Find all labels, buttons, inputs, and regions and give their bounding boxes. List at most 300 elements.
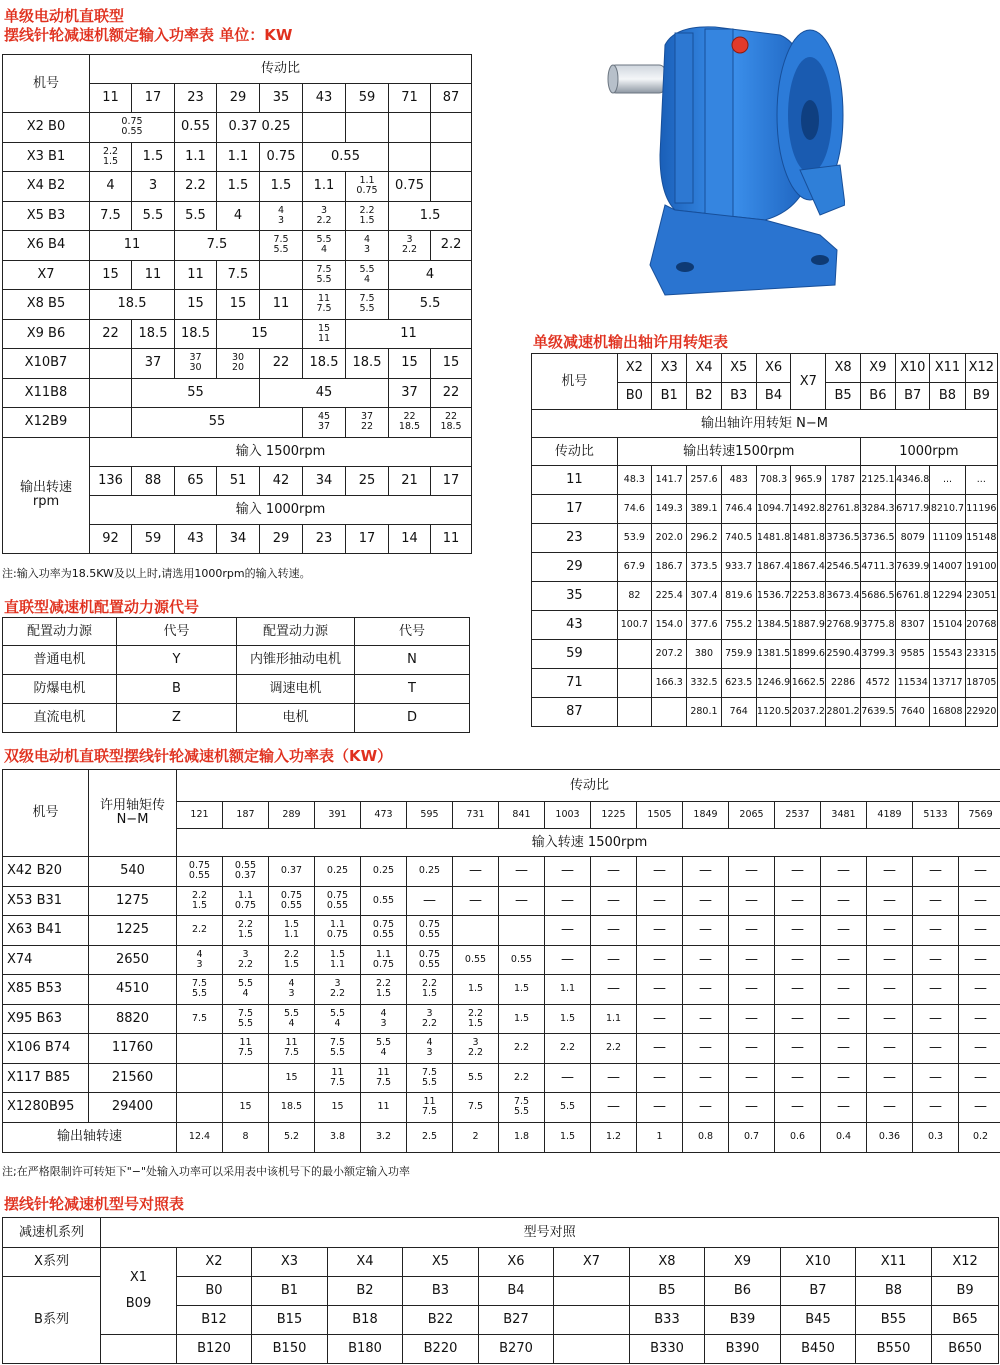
ratio-value: 5133 [913,802,959,829]
torque-value: 746.4 [721,495,756,524]
torque-value: 29400 [89,1093,177,1123]
table5-title: 摆线针轮减速机型号对照表 [4,1195,185,1213]
torque-value: 2768.9 [826,611,860,640]
torque-value: 100.7 [617,611,651,640]
model-name: B0 [617,383,651,410]
ratio-value: 3481 [821,802,867,829]
torque-value: 15543 [930,640,965,669]
power-value: — [775,1093,821,1123]
ratio-value: 595 [407,802,453,829]
torque-value: 2546.5 [826,553,860,582]
torque-value: 3799.3 [860,640,895,669]
b-series-label: B系列 [3,1277,101,1364]
output-speed-value: 2 [453,1122,499,1152]
power-value: 2.2 1.5 [177,886,223,916]
speed-value: 21 [389,466,431,495]
model-code: B270 [479,1335,554,1364]
torque-value: 4510 [89,975,177,1005]
torque-value: 1246.9 [756,669,790,698]
torque-value: 2253.8 [791,582,826,611]
ratio-value: 23 [175,84,217,113]
torque-value: 755.2 [721,611,756,640]
power-value: 5.5 4 [346,260,389,290]
power-value: 5.5 [453,1063,499,1093]
power-value: — [683,1034,729,1064]
table-row [532,698,998,727]
code-cell: D [355,704,470,733]
model-code: X3 [252,1248,328,1277]
power-value: 1.5 [499,975,545,1005]
power-value: 3 2.2 [315,975,361,1005]
torque-value: 202.0 [652,524,687,553]
compare-header: 型号对照 [101,1218,999,1248]
torque-value: ... [965,466,997,495]
model-name: X7 [791,354,826,410]
speed-value: 59 [132,524,175,553]
power-value: — [683,945,729,975]
column-header: 代号 [355,618,470,646]
torque-value: 11534 [896,669,930,698]
model-name: X10 [896,354,930,383]
code-cell: Y [117,646,237,675]
power-value [431,172,472,202]
power-value: 11 [361,1093,407,1123]
power-value: — [775,916,821,946]
torque-value: 3284.3 [860,495,895,524]
power-value: — [821,1034,867,1064]
power-value: 2.2 1.5 [223,916,269,946]
table-row [3,55,472,84]
torque-value: 6761.8 [896,582,930,611]
torque-value: 20768 [965,611,997,640]
power-value: 0.55 [361,886,407,916]
power-value: 22 18.5 [431,408,472,438]
code-cell: N [355,646,470,675]
torque-value: 3736.5 [860,524,895,553]
power-value: — [729,886,775,916]
ratio-value: 17 [132,84,175,113]
torque-value: 1887.9 [791,611,826,640]
torque-value: 2590.4 [826,640,860,669]
model-name: X2 B0 [3,113,90,143]
table-row [3,770,1000,802]
power-value: 0.75 0.55 [315,886,361,916]
output-speed-value: 0.7 [729,1122,775,1152]
torque-value: 2125.1 [860,466,895,495]
ratio-header: 传动比 [177,770,1000,802]
x1-b09-cell: X1 B09 [101,1248,177,1335]
table4-note: 注;在严格限制许可转矩下"−"处输入功率可以采用表中该机号下的最小额定输入功率 [2,1165,411,1178]
model-name: X42 B20 [3,857,89,887]
power-value [431,142,472,172]
table-row [3,1063,1000,1093]
torque-value: 2286 [826,669,860,698]
power-value: 1.1 0.75 [346,172,389,202]
output-speed-value: 1 [637,1122,683,1152]
power-value: — [545,945,591,975]
power-value: 2.2 [499,1063,545,1093]
code-cell: 防爆电机 [3,675,117,704]
model-name: X4 [687,354,721,383]
ratio-value: 391 [315,802,361,829]
torque-value: 389.1 [687,495,721,524]
output-speed-label: 输出轴转速 [3,1122,177,1152]
torque-value: 280.1 [687,698,721,727]
model-code: B22 [403,1306,479,1335]
table-row [532,524,998,553]
power-value: 11 7.5 [315,1063,361,1093]
table-row [532,354,998,383]
power-value: — [959,916,1000,946]
output-speed-value: 8 [223,1122,269,1152]
ratio-value: 59 [532,640,618,669]
power-value: 1.5 1.1 [315,945,361,975]
power-value: 0.55 [499,945,545,975]
power-value: 1.5 [217,172,260,202]
table-row [3,378,472,408]
power-value: 4 3 [361,1004,407,1034]
ratio-value: 43 [303,84,346,113]
torque-value: 764 [721,698,756,727]
torque-value: 67.9 [617,553,651,582]
model-code: X2 [177,1248,252,1277]
power-value: — [729,1063,775,1093]
power-value: 37 30 [175,349,217,379]
table-row [3,201,472,231]
table-row [532,669,998,698]
ratio-value: 731 [453,802,499,829]
speed-value: 65 [175,466,217,495]
power-value: 2.2 [591,1034,637,1064]
output-speed-value: 1.2 [591,1122,637,1152]
power-value: 2.2 [499,1034,545,1064]
power-value: 0.55 [175,113,217,143]
torque-value: 3775.8 [860,611,895,640]
torque-value [652,698,687,727]
power-value: 1.1 [175,142,217,172]
ratio-value: 4189 [867,802,913,829]
power-value [177,1034,223,1064]
power-value: 0.75 [389,172,431,202]
power-value: 3 2.2 [453,1034,499,1064]
speed-value: 51 [217,466,260,495]
table-row [532,582,998,611]
power-value: 1.5 [453,975,499,1005]
power-value: 0.37 0.25 [217,113,303,143]
speed-value: 23 [303,524,346,553]
code-cell: 电机 [237,704,355,733]
power-value: — [867,886,913,916]
power-value: 11 7.5 [223,1034,269,1064]
power-value: 15 [217,319,303,349]
power-value: 0.37 [269,857,315,887]
model-code: X12 [932,1248,999,1277]
torque-value: 8820 [89,1004,177,1034]
model-code: B550 [856,1335,932,1364]
torque-value: 4346.8 [896,466,930,495]
speed-value: 11 [431,524,472,553]
power-value: 7.5 [177,1004,223,1034]
power-value: — [637,916,683,946]
power-value: 3 2.2 [389,231,431,261]
power-value: 1.5 [132,142,175,172]
ratio-value: 289 [269,802,315,829]
column-header: 配置动力源 [237,618,355,646]
power-value: — [407,886,453,916]
model-code: B55 [856,1306,932,1335]
power-value: 1.1 [545,975,591,1005]
model-code: B65 [932,1306,999,1335]
table-row [532,466,998,495]
power-value: 15 [223,1093,269,1123]
torque-value: 933.7 [721,553,756,582]
power-value: 1.5 [260,172,303,202]
speed-1500-label: 输出转速1500rpm [617,438,860,466]
model-code: B4 [479,1277,554,1306]
power-value: 7.5 [217,260,260,290]
model-name: X9 B6 [3,319,90,349]
output-speed-value: 3.2 [361,1122,407,1152]
table-row [532,640,998,669]
ratio-value: 43 [532,611,618,640]
model-code [554,1306,630,1335]
power-value: 4 3 [346,231,389,261]
input-speed-label: 输入转速 1500rpm [177,829,1000,857]
model-name: B3 [721,383,756,410]
torque-value: 11109 [930,524,965,553]
power-value: — [591,886,637,916]
power-value [499,916,545,946]
table2-title: 直联型减速机配置动力源代号 [4,598,200,616]
model-name: B6 [860,383,895,410]
model-code: B120 [177,1335,252,1364]
table-row [3,646,470,675]
power-value: — [959,945,1000,975]
table-row [532,495,998,524]
power-value: — [683,857,729,887]
power-value: 7.5 [453,1093,499,1123]
power-value: — [959,857,1000,887]
power-value: 37 [132,349,175,379]
ratio-value: 59 [346,84,389,113]
output-speed-value: 0.4 [821,1122,867,1152]
power-value: — [453,886,499,916]
torque-value: 4711.3 [860,553,895,582]
power-value: 11 [90,231,175,261]
ratio-value: 11 [532,466,618,495]
torque-value: 1662.5 [791,669,826,698]
table-row [532,410,998,438]
power-value: 1.5 [499,1004,545,1034]
model-code: X7 [554,1248,630,1277]
power-value: — [959,1093,1000,1123]
torque-value: 2761.8 [826,495,860,524]
power-value: 5.5 4 [223,975,269,1005]
input-1500-label: 输入 1500rpm [90,437,472,466]
power-value [346,113,389,143]
power-value: 5.5 [545,1093,591,1123]
torque-value: 15148 [965,524,997,553]
power-value: — [591,857,637,887]
model-comparison-table [2,1217,999,1364]
torque-value: 53.9 [617,524,651,553]
model-code: X4 [328,1248,403,1277]
power-value: 37 [389,378,431,408]
torque-value: 257.6 [687,466,721,495]
torque-label: 输出轴许用转矩 N−M [532,410,998,438]
model-name: X8 B5 [3,290,90,320]
power-value: 5.5 [389,290,472,320]
code-cell: B [117,675,237,704]
input-1000-label: 输入 1000rpm [90,495,472,524]
torque-value: 965.9 [791,466,826,495]
table-row [532,553,998,582]
torque-value: 82 [617,582,651,611]
ratio-value: 473 [361,802,407,829]
power-value: 7.5 [90,201,132,231]
table-row [3,916,1000,946]
speed-value: 136 [90,466,132,495]
output-speed-value: 0.36 [867,1122,913,1152]
series-header: 减速机系列 [3,1218,101,1248]
model-code: B3 [403,1277,479,1306]
power-value: — [959,975,1000,1005]
power-value [90,378,132,408]
power-value: — [775,945,821,975]
model-name: X11 [930,354,965,383]
output-speed-value: 1.8 [499,1122,545,1152]
power-value: — [729,945,775,975]
model-code: B7 [781,1277,856,1306]
table1-note: 注:输入功率为18.5KW及以上时,请选用1000rpm的输入转速。 [2,567,311,580]
power-value: — [867,916,913,946]
power-value: — [729,1004,775,1034]
power-value [303,113,346,143]
power-value: 0.25 [407,857,453,887]
model-name: B5 [826,383,860,410]
table-row [3,857,1000,887]
code-cell: T [355,675,470,704]
power-value: — [591,1093,637,1123]
power-value: 45 [260,378,389,408]
table-row [3,260,472,290]
power-value [177,1063,223,1093]
output-speed-value: 1.5 [545,1122,591,1152]
model-code: B450 [781,1335,856,1364]
power-value: 7.5 5.5 [346,290,389,320]
power-value: — [867,1063,913,1093]
model-name: X106 B74 [3,1034,89,1064]
power-value: 7.5 5.5 [303,260,346,290]
power-value: — [729,1034,775,1064]
power-value: — [821,1004,867,1034]
torque-value: 708.3 [756,466,790,495]
power-value [90,408,132,438]
speed-value: 29 [260,524,303,553]
ratio-value: 1505 [637,802,683,829]
power-value: — [959,1063,1000,1093]
model-code: B39 [705,1306,781,1335]
table-row [3,945,1000,975]
torque-value: 5686.5 [860,582,895,611]
torque-value: 149.3 [652,495,687,524]
power-value: — [959,1034,1000,1064]
power-value: 11 [346,319,472,349]
power-value: 1.1 0.75 [223,886,269,916]
model-name: X2 [617,354,651,383]
power-value: — [867,975,913,1005]
table-row [3,975,1000,1005]
power-value: 0.75 0.55 [177,857,223,887]
torque-value: 373.5 [687,553,721,582]
power-value: 0.75 0.55 [407,916,453,946]
model-name: X6 [756,354,790,383]
ratio-value: 1003 [545,802,591,829]
power-value: 2.2 [545,1034,591,1064]
torque-value: 307.4 [687,582,721,611]
power-value: 1.5 [389,201,472,231]
power-value: 7.5 5.5 [223,1004,269,1034]
power-value [389,142,431,172]
power-value: 5.5 4 [269,1004,315,1034]
model-header: 机号 [532,354,618,410]
torque-value: 207.2 [652,640,687,669]
power-value: — [775,857,821,887]
power-value: 5.5 4 [315,1004,361,1034]
model-name: X3 [652,354,687,383]
power-value [431,113,472,143]
power-value: — [775,1063,821,1093]
power-value: — [499,857,545,887]
power-value: — [775,1034,821,1064]
model-name: X12B9 [3,408,90,438]
power-value: — [913,1063,959,1093]
torque-value: 1867.4 [756,553,790,582]
table-row [3,172,472,202]
power-value: — [637,857,683,887]
power-value: 15 [90,260,132,290]
ratio-value: 187 [223,802,269,829]
table-row [3,1248,999,1277]
table-row [3,1093,1000,1123]
power-value: 0.55 0.37 [223,857,269,887]
torque-value: 74.6 [617,495,651,524]
power-value: — [637,975,683,1005]
power-value: 15 [175,290,217,320]
torque-value: 12294 [930,582,965,611]
power-value: 15 [217,290,260,320]
output-speed-value: 0.2 [959,1122,1000,1152]
torque-value: 48.3 [617,466,651,495]
power-value: — [683,1063,729,1093]
power-value: — [821,886,867,916]
code-cell: 调速电机 [237,675,355,704]
ratio-value: 87 [431,84,472,113]
code-cell: Z [117,704,237,733]
torque-value: 19100 [965,553,997,582]
power-value: — [913,1034,959,1064]
power-source-code-table [2,617,470,733]
model-code: B8 [856,1277,932,1306]
model-code: B6 [705,1277,781,1306]
model-name: X8 [826,354,860,383]
power-value: — [545,857,591,887]
torque-value: 1381.5 [756,640,790,669]
model-name: X1280B95 [3,1093,89,1123]
power-value: 11 [175,260,217,290]
power-value [223,1063,269,1093]
torque-value: 11196 [965,495,997,524]
